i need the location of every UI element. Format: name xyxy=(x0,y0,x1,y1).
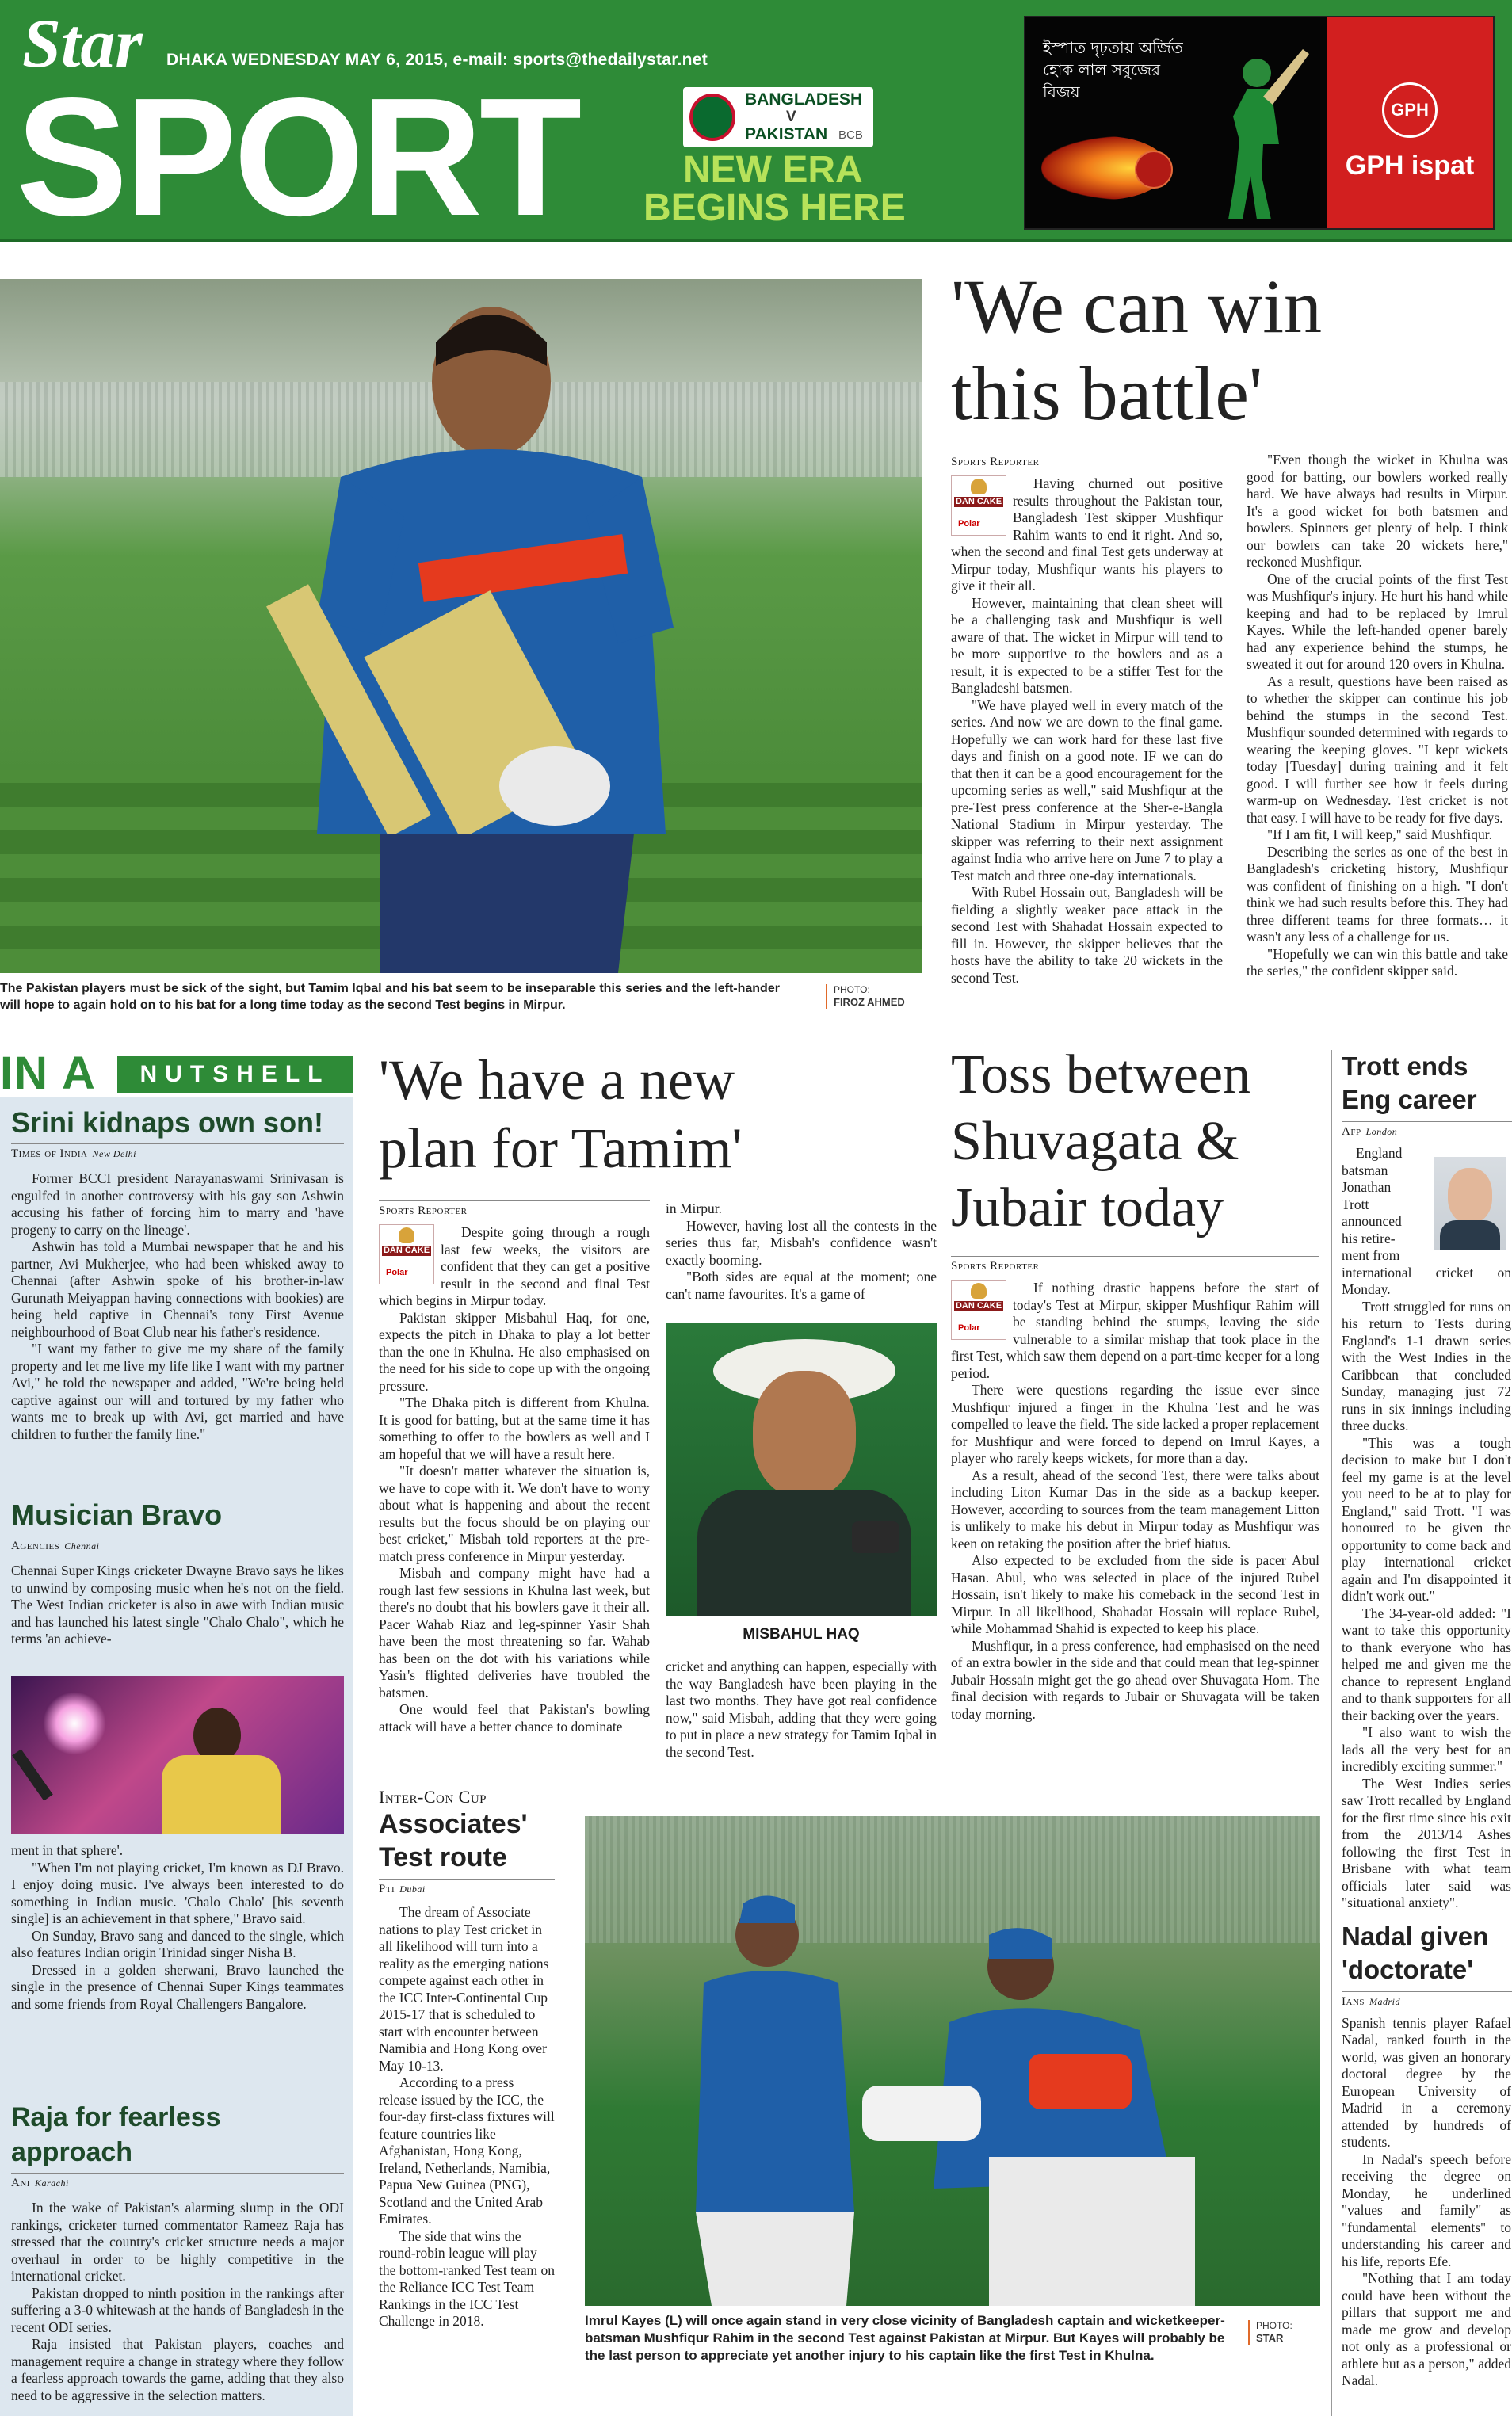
trott-narrow-lines xyxy=(1342,1145,1424,1265)
batsman-icon xyxy=(1184,41,1319,223)
ball-icon xyxy=(1135,151,1173,189)
bravo-lead: Chennai Super Kings cricketer Dwayne Bravo says he likes to unwind by composing music when he's not on the field. The West Indian cricketer is also in awe with Indian music and has launched his latest single "Chalo Chalo", which he terms 'an achieve- xyxy=(11,1563,344,1647)
tamim-para: "It doesn't matter whatever the situation is, we have to cope with it. We don't have to worry about what is happening and about the recent results but the focus should be on playing our best cricket," Misbah told reporters at the pre-match press conference in Mirpur yesterday. xyxy=(379,1463,650,1564)
raja-body xyxy=(11,2200,344,2404)
lead-para: "Even though the wicket in Khulna was good for batting, our bowlers worked really hard. We have always had results in Mirpur. It's a good wicket for both batsmen and bowlers. Spinners get plenty of help. I think our bowlers can take 20 wickets here," reckoned Mushfiqur. xyxy=(1247,452,1508,570)
bcb-logo-icon xyxy=(689,94,735,141)
masthead xyxy=(0,0,1512,250)
tamim-story-col2 xyxy=(666,1200,937,1303)
trott-para: international cricket on Monday. xyxy=(1342,1264,1511,1297)
misbah-photo xyxy=(666,1323,937,1616)
lead-col1 xyxy=(951,475,1223,987)
trott-line: Jonathan xyxy=(1342,1179,1392,1195)
credit-name: FIROZ AHMED xyxy=(834,996,905,1008)
trott-line: Trott xyxy=(1342,1196,1369,1212)
toss-para: There were questions regarding the issue ever since Mushfiqur injured a finger in the Khulna Test and he was compelled to leave the field. The side lacked a proper replacement for Mushfiqur and were forced to depend on Imrul Kayes, a player who rarely keeps wickets, for more than a day. xyxy=(951,1382,1319,1466)
bravo-para: On Sunday, Bravo sang and danced to the single, which also features Indian origin Trinidad singer Nisha B. xyxy=(11,1927,344,1960)
nutshell-label: NUTSHELL xyxy=(117,1056,353,1093)
intercon-headline-line2: Test route xyxy=(379,1842,507,1872)
bravo-para: "When I'm not playing cricket, I'm known as DJ Bravo. I enjoy doing music. I've always been interested to do something in Indian music. 'Chalo Chalo' [his seventh single] is an achievement in that sphere," Bravo said. xyxy=(11,1859,344,1926)
ad-artwork xyxy=(1025,17,1327,228)
trott-headline-line1: Trott ends xyxy=(1342,1052,1468,1081)
intercon-kicker: Inter-Con Cup xyxy=(379,1787,487,1807)
tamim-para: "The Dhaka pitch is different from Khulna. It is good for batting, but at the same time it has something to offer to the bowlers as well and I am hopeful that we will have a result here. xyxy=(379,1395,650,1462)
tamim-story-col2-bottom: cricket and anything can happen, especially with the way Bangladesh have been playing in the last two months. They have got real confidence now," said Misbah, adding that they were going to put in place a new strategy for Tamim Iqbal in the second Test. xyxy=(666,1658,937,1760)
srini-reporter: Times of India New Delhi xyxy=(11,1143,344,1161)
srini-para: Former BCCI president Narayanaswami Srinivasan is engulfed in another controversy with his gay son Ashwin accusing his father of forcing him to marry and 'have progeny to carry on the lineage'. xyxy=(11,1170,344,1238)
trott-line: batsman xyxy=(1342,1162,1388,1178)
tamim-photo xyxy=(0,279,922,973)
tamim-reporter: Sports Reporter xyxy=(379,1200,650,1218)
ad-brand: GPH ispat xyxy=(1345,151,1475,181)
tamim-para: Despite going through a rough last few weeks, the visitors are confident that they can get a positive result in the second and final Test which begins in Mirpur today. xyxy=(379,1224,650,1308)
srini-headline: Srini kidnaps own son! xyxy=(11,1106,324,1139)
intercon-para: The dream of Associate nations to play Test cricket in all likelihood will turn into a reality as the emerging nations compete against each other in the ICC Inter-Continental Cup 2015-17 that is scheduled to start with encounter between Namibia and Hong Kong over May 10-13. xyxy=(379,1904,549,2074)
trott-para: "This was a tough decision to make but I don't feel my game is at the level you need to be at to play for England," said Trott. "I was honoured to be given the opportunity to come back and play international cricket again and I'm disappointed it didn't work out." xyxy=(1342,1434,1511,1604)
trott-line: ment from xyxy=(1342,1247,1400,1263)
srini-para: Ashwin has told a Mumbai newspaper that he and his partner, Avi Mukherjee, who had been whisked away to Chennai (after Ashwin spoke of his brother-in-law Gurunath Meiyappan having connections with bookies) are being held captive in Chennai's tony First Avenue neighbourhood of Boat Club near his father's residence. xyxy=(11,1239,344,1340)
tagline-begins-here: BEGINS HERE xyxy=(643,187,906,229)
player-figure xyxy=(222,279,729,973)
trott-reporter: Afp London xyxy=(1342,1121,1512,1139)
intercon-para: The side that wins the round-robin league will play the bottom-ranked Test team on the Reliance ICC Test Team Rankings in the ICC Test Challenge in 2018. xyxy=(379,2227,556,2329)
trott-para: Trott struggled for runs on his return to Tests during England's 1-1 drawn series with the West Indies in the Caribbean that concluded Sunday, managing just 72 runs in six innings including three ducks. xyxy=(1342,1298,1511,1433)
toss-headline-line1: Toss between xyxy=(951,1044,1251,1105)
srini-para: "I want my father to give me my share of the family property and let me live my life like I want with my partner Avi," he told the newspaper and added, "We're being held captive against our will and tortured by my father who wants me to break up with Avi, get married and have children to further the family line." xyxy=(11,1341,344,1442)
dan-cake-logo: DAN CAKE Polar xyxy=(951,1280,1006,1340)
srini-body xyxy=(11,1170,344,1443)
raja-para: In the wake of Pakistan's alarming slump in the ODI rankings, cricketer turned commentator Rameez Raja has stressed that the country's cricket structure needs a major overhaul in order to be highly competitive in the international cricket. xyxy=(11,2200,344,2284)
lead-photo-caption: The Pakistan players must be sick of the sight, but Tamim Iqbal and his bat seem to be inseparable this series and the left-hander will hope to again hold on to his bat for a long time today as the second Test begins in Mirpur. xyxy=(0,982,780,1012)
bravo-para: ment in that sphere'. xyxy=(11,1842,124,1858)
tamim-para: "Both sides are equal at the moment; one can't name favourites. It's a game of xyxy=(666,1269,937,1302)
toss-para: Mushfiqur, in a press conference, had emphasised on the need of an extra bowler in the side and that could mean that leg-spinner Jubair Hossain might get the go ahead over Shuvagata Hom. The final decision with regards to Jubair or Shuvagata will be taken today morning. xyxy=(951,1637,1319,1722)
dan-cake-logo: DAN CAKE Polar xyxy=(951,475,1006,536)
lead-para: Describing the series as one of the best in Bangladesh's cricketing history, Mushfiqur was confident of finishing on a high. "I don't think we had such results before this. They had three different teams for three formats… it wasn't any less of a challenge for us. xyxy=(1247,843,1508,945)
trott-line: England xyxy=(1356,1145,1403,1161)
lead-para: As a result, questions have been raised as to whether the skipper can continue his job behind the stumps in the second Test. Mushfiqur sounded determined with regards to wearing the keeping gloves. "I kept wickets today [Tuesday] during training and it felt good. I will further see how it feels during warm-up on Wednesday. Test cricket is not that easy. I will have to be ready for five days. xyxy=(1247,673,1508,826)
trott-para: "I also want to wish the lads all the very best for an incredibly exciting summer." xyxy=(1342,1724,1511,1774)
lead-para: With Rubel Hossain out, Bangladesh will be fielding a slightly weaker pace attack in the second Test with Shahadat Hossain expected to fill in. However, the skipper believes that the hosts have the ability to take 20 wickets in the second Test. xyxy=(951,884,1223,986)
lead-para: "Hopefully we can win this battle and take the series," the confident skipper said. xyxy=(1247,945,1508,979)
raja-para: Raja insisted that Pakistan players, coaches and management require a change in strategy where they follow a fearless approach towards the game, adding that they also need to be aggressive in the selection matters. xyxy=(11,2336,344,2403)
credit-name: STAR xyxy=(1256,2332,1284,2344)
gph-logo-icon: GPH xyxy=(1382,82,1438,138)
nadal-headline-line2: 'doctorate' xyxy=(1342,1954,1474,1984)
lead-para: One of the crucial points of the first Test was Mushfiqur's injury. He hurt his hand while keeping and had to be replaced by Imrul Kayes. While the left-handed opener barely had any experience behind the stumps, he sweated it out for around 120 overs in Khulna. xyxy=(1247,571,1508,672)
raja-reporter: Ani Karachi xyxy=(11,2173,344,2190)
badge-line3: PAKISTAN xyxy=(745,125,828,143)
bottom-photo-credit xyxy=(1248,2320,1319,2345)
trott-para: The 34-year-old added: "I want to take this opportunity to thank everyone who has helped me and given me the chance to represent England and to thank supporters for all their backing over the years. xyxy=(1342,1605,1511,1723)
toss-para: Also expected to be excluded from the side is pacer Abul Hasan. Abul, who was selected in place of the injured Rubel Hossain, isn't likely to make his comeback in the second Test in Mirpur. In all likelihood, Shahadat Hossain will replace Rubel, while Mohammad Shahid is expected to keep his place. xyxy=(951,1552,1319,1636)
trott-photo xyxy=(1434,1157,1506,1250)
ad-brand-panel xyxy=(1327,17,1493,228)
nadal-reporter: Ians Madrid xyxy=(1342,1991,1512,2009)
players-figure xyxy=(648,1848,1298,2306)
nutshell-header xyxy=(0,1050,353,1097)
bravo-photo xyxy=(11,1676,344,1834)
nadal-headline-line1: Nadal given xyxy=(1342,1921,1489,1951)
nadal-para: Spanish tennis player Rafael Nadal, ranked fourth in the world, was given an honorary doctoral degree by the European University of Madrid in a ceremony attended by hundreds of students. xyxy=(1342,2014,1511,2150)
intercon-headline-line1: Associates' xyxy=(379,1809,528,1839)
dateline: DHAKA WEDNESDAY MAY 6, 2015, e-mail: sports@thedailystar.net xyxy=(166,51,708,69)
toss-headline-line3: Jubair today xyxy=(951,1177,1224,1239)
bottom-photo-caption: Imrul Kayes (L) will once again stand in very close vicinity of Bangladesh captain and wicketkeeper-batsman Mushfiqur Rahim in the second Test against Pakistan at Mirpur. But Kayes will probably be the last person to appreciate yet another injury to his captain like the first Test in Khulna. xyxy=(585,2313,1225,2363)
lead-para: "If I am fit, I will keep," said Mushfiqur. xyxy=(1267,826,1493,842)
lead-headline xyxy=(951,263,1506,437)
dan-cake-logo: DAN CAKE Polar xyxy=(379,1224,434,1284)
toss-story xyxy=(951,1256,1319,1723)
imrul-mushfiq-photo xyxy=(585,1816,1320,2306)
tamim-para: Misbah and company might have had a rough last few sessions in Khulna last week, but there's no doubt that his bowlers gave it their all. Pacer Wahab Riaz and leg-spinner Yasir Shah have been the most threatening so far. Wahab has been on the dot with his variations while Yasir's flighted deliveries have troubled the batsmen. xyxy=(379,1565,650,1700)
tamim-para: One would feel that Pakistan's bowling attack will have a better chance to dominate xyxy=(379,1701,650,1735)
raja-para: Pakistan dropped to ninth position in the rankings after suffering a 3-0 whitewash at the hands of Bangladesh in the recent ODI series. xyxy=(11,2284,344,2335)
toss-reporter: Sports Reporter xyxy=(951,1256,1319,1273)
toss-para: If nothing drastic happens before the start of today's Test at Mirpur, skipper Mushfiqur Rahim will be standing behind the stumps, leaving the side vulnerable to a similar mishap that took place in the first Test, which saw them depend on a part-time keeper for a long period. xyxy=(951,1280,1319,1381)
tamim-story-col1 xyxy=(379,1200,650,1735)
nadal-body xyxy=(1342,2015,1511,2390)
intercon-para: According to a press release issued by the ICC, the four-day first-class fixtures will feature countries like Afghanistan, Hong Kong, Ireland, Netherlands, Namibia, Papua New Guinea (PNG), Scotland and the United Arab Emirates. xyxy=(379,2074,555,2227)
badge-line2: V xyxy=(786,109,796,125)
lead-headline-line2: this battle' xyxy=(951,351,1263,436)
lead-col2 xyxy=(1247,452,1508,980)
nutshell-column xyxy=(0,1050,353,2416)
toss-para: As a result, ahead of the second Test, there were talks about including Liton Kumar Das in the side as a backup keeper. However, according to sources from the team management Litton is unlikely to make his debut in Mirpur today as Mushfiqur was keen on retaking the position after the brief hiatus. xyxy=(951,1467,1319,1552)
lead-headline-line1: 'We can win xyxy=(951,264,1323,349)
nadal-para: "Nothing that I am today could have been without the pillars that support me and made me grow and develop not only as a professional or athlete but as a person," added Nadal. xyxy=(1342,2270,1511,2388)
bravo-headline: Musician Bravo xyxy=(11,1498,223,1531)
microphone-icon xyxy=(852,1521,899,1553)
match-badge xyxy=(683,87,873,147)
trott-body xyxy=(1342,1265,1511,1912)
lead-photo-credit xyxy=(826,984,921,1009)
bravo-body xyxy=(11,1842,344,2013)
lead-reporter: Sports Reporter xyxy=(951,452,1223,469)
nutshell-in-a: IN A xyxy=(0,1048,97,1099)
tagline-new-era: NEW ERA xyxy=(683,149,863,191)
misbah-photo-caption: MISBAHUL HAQ xyxy=(743,1626,860,1643)
toss-headline xyxy=(951,1042,1323,1242)
credit-label: PHOTO: xyxy=(1256,2320,1292,2331)
tamim-para: in Mirpur. xyxy=(666,1200,722,1216)
trott-line: announced xyxy=(1342,1213,1402,1229)
badge-bcb: BCB xyxy=(838,128,863,142)
trott-para: The West Indies series saw Trott recalled by England for the first time since his exit from the 2013/14 Ashes following the first Test in Brisbane with what team officials later said was "situational anxiety". xyxy=(1342,1775,1511,1910)
tamim-headline-line2: plan for Tamim' xyxy=(379,1116,743,1180)
tamim-headline xyxy=(379,1046,949,1182)
credit-label: PHOTO: xyxy=(834,984,870,995)
microphone-icon xyxy=(12,1749,53,1800)
tamim-para: Pakistan skipper Misbahul Haq, for one, expects the pitch in Dhaka to play a lot better than the one in Khulna. He also emphasised on the need for his side to cope up with the ongoing pressure. xyxy=(379,1309,650,1394)
lead-para: However, maintaining that clean sheet will be a challenging task and Mushfiqur is well aware of that. The wicket in Mirpur will tend to be more supportive to the bowlers and as a result, it is expected to be a stiffer Test for the Bangladeshi batsmen. xyxy=(951,594,1223,696)
bravo-para: Dressed in a golden sherwani, Bravo launched the single in the presence of Chennai Super Kings teammates and some friends from Royal Challengers Bangalore. xyxy=(11,1961,344,2012)
gph-ispat-ad[interactable] xyxy=(1024,16,1495,230)
nadal-para: In Nadal's speech before receiving the degree on Monday, he underlined "values and family" as "fundamental elements" to understanding his career and his life, reports Efe. xyxy=(1342,2151,1511,2269)
toss-headline-line2: Shuvagata & xyxy=(951,1111,1239,1172)
tamim-para: However, having lost all the contests in the series thus far, Misbah's confidence wasn't exactly booming. xyxy=(666,1217,937,1268)
ad-bengali-text: ইস্পাত দৃঢ়তায় অর্জিত হোক লাল সবুজের বিজয় xyxy=(1043,38,1183,101)
tamim-headline-line1: 'We have a new xyxy=(379,1048,735,1112)
sport-title: SPORT xyxy=(16,63,579,250)
lead-para: Having churned out positive results throughout the Pakistan tour, Bangladesh Test skipper Mushfiqur Rahim wants to end it right. And so, when the second and final Test gets underway at Mirpur today, Mushfiqur wants his players to give it their all. xyxy=(951,475,1223,594)
star-logo[interactable]: Star xyxy=(22,6,143,82)
bravo-reporter: Agencies Chennai xyxy=(11,1536,344,1553)
lead-story xyxy=(951,452,1223,987)
raja-headline: Raja for fearless approach xyxy=(11,2102,221,2167)
trott-line: his retire- xyxy=(1342,1230,1396,1246)
trott-headline-line2: Eng career xyxy=(1342,1085,1477,1114)
badge-line1: BANGLADESH xyxy=(745,90,863,109)
intercon-story xyxy=(379,1787,555,2330)
right-column xyxy=(1331,1050,1512,2416)
intercon-reporter: Pti Dubai xyxy=(379,1879,555,1896)
lead-para: "We have played well in every match of the series. And now we are down to the final game. Hopefully we can work hard for these last five days and finish on a good note. IF we can do that then it can be a good encouragement for the upcoming series as well," said Mushfiqur at the pre-Test press conference at the Sher-e-Bangla National Stadium in Mirpur yesterday. The skipper was referring to their next assignment against India who arrive here on June 7 to play a Test match and three one-day internationals. xyxy=(951,697,1223,884)
